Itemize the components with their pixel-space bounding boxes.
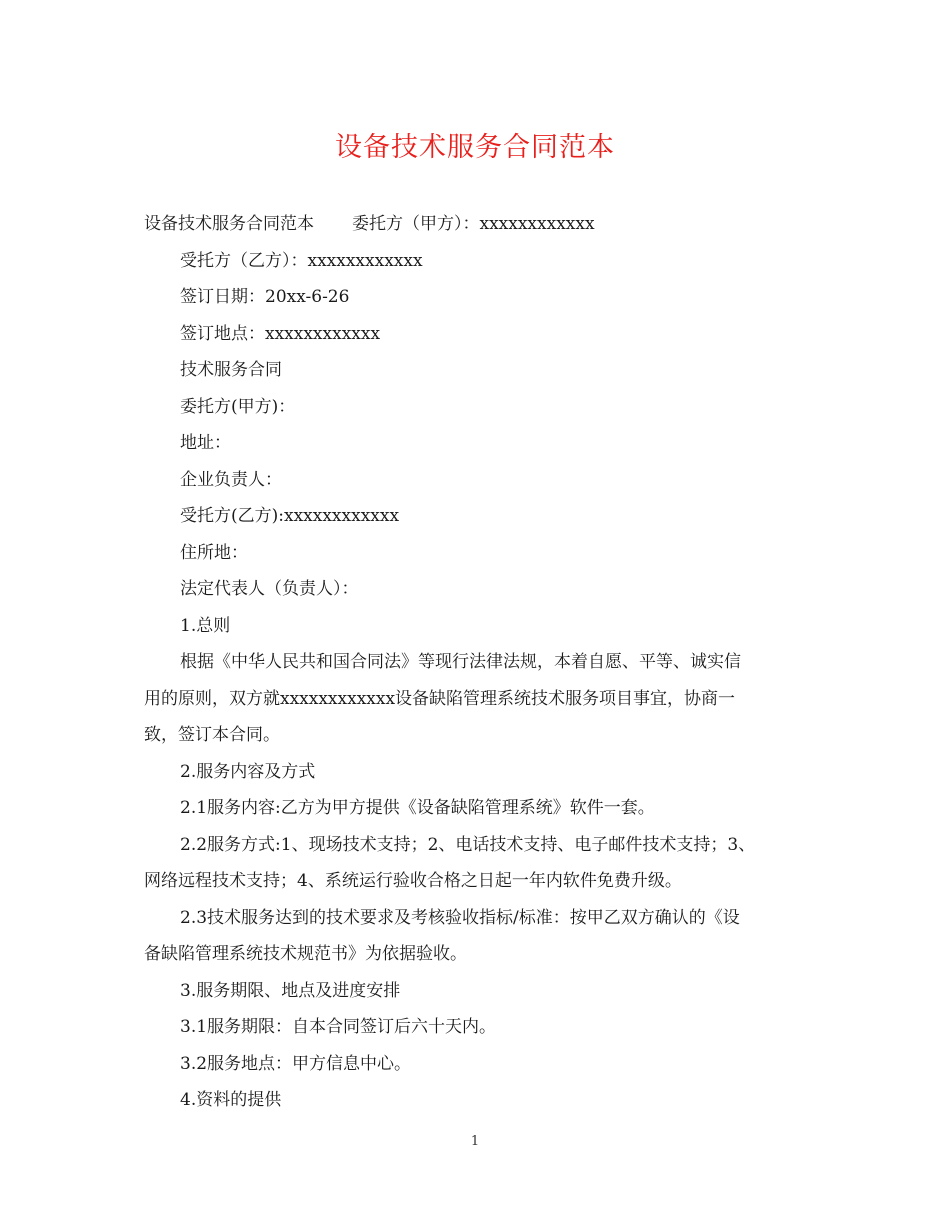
address-label: 地址： <box>180 433 231 453</box>
clause-heading: 4.资料的提供 <box>180 1090 282 1110</box>
document-title: 设备技术服务合同范本 <box>335 132 615 163</box>
page-number: 1 <box>470 1134 480 1149</box>
sign-date: 签订日期：20xx-6-26 <box>180 287 350 307</box>
residence-label: 住所地： <box>180 542 248 563</box>
contract-name: 设备技术服务合同范本 <box>144 214 314 234</box>
responsible-label: 企业负责人： <box>180 469 282 490</box>
paragraph-line: 用的原则，双方就xxxxxxxxxxxx设备缺陷管理系统技术服务项目事宜，协商一 <box>144 688 736 709</box>
legal-rep-label: 法定代表人（负责人）： <box>180 579 359 599</box>
client-party: 委托方（甲方）：xxxxxxxxxxxx <box>352 214 595 234</box>
paragraph-line: 致，签订本合同。 <box>144 725 280 745</box>
paragraph-line: 根据《中华人民共和国合同法》等现行法律法规，本着自愿、平等、诚实信 <box>180 652 741 672</box>
paragraph-line: 2.2服务方式:1、现场技术支持；2、电话技术支持、电子邮件技术支持；3、 <box>180 834 756 855</box>
paragraph-line: 2.3技术服务达到的技术要求及考核验收指标/标准：按甲乙双方确认的《设 <box>180 907 740 928</box>
clause-item: 3.2服务地点：甲方信息中心。 <box>180 1053 412 1074</box>
paragraph-line: 网络远程技术支持；4、系统运行验收合格之日起一年内软件免费升级。 <box>144 871 682 891</box>
section-heading: 技术服务合同 <box>180 360 282 380</box>
clause-item: 3.1服务期限：自本合同签订后六十天内。 <box>180 1017 497 1037</box>
contractor-party: 受托方（乙方）：xxxxxxxxxxxx <box>180 250 423 271</box>
clause-heading: 2.服务内容及方式 <box>180 761 316 782</box>
clause-heading: 3.服务期限、地点及进度安排 <box>180 980 401 1001</box>
contractor-label: 受托方(乙方):xxxxxxxxxxxx <box>180 506 400 526</box>
client-label: 委托方(甲方)： <box>180 396 296 417</box>
header-line <box>144 206 806 243</box>
sign-place: 签订地点：xxxxxxxxxxxx <box>180 323 381 344</box>
clause-item: 2.1服务内容:乙方为甲方提供《设备缺陷管理系统》软件一套。 <box>180 798 655 818</box>
document-body <box>144 206 806 1119</box>
paragraph-line: 备缺陷管理系统技术规范书》为依据验收。 <box>144 944 467 964</box>
clause-heading: 1.总则 <box>180 615 231 636</box>
